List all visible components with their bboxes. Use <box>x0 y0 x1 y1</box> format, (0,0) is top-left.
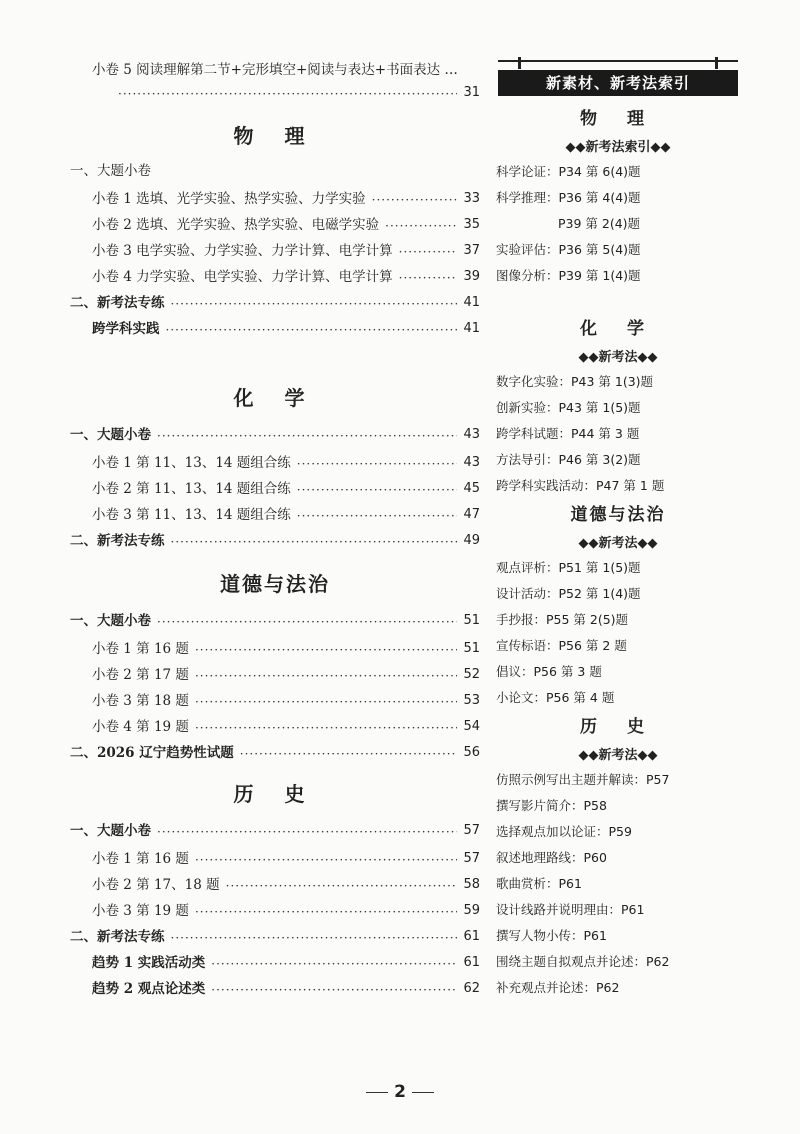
index-physics-item[interactable]: 图像分析：P39 第 1(4)题 <box>496 268 641 283</box>
morality-item-2[interactable] <box>70 664 480 684</box>
toc-page: 59 <box>463 903 480 918</box>
toc-page: 39 <box>463 269 480 284</box>
toc-label: 小卷 2 选填、光学实验、热学实验、电磁学实验 <box>92 217 380 233</box>
index-history-item[interactable]: 撰写人物小传：P61 <box>496 928 607 943</box>
toc-label: 小卷 3 电学实验、力学实验、力学计算、电学计算 <box>92 243 393 259</box>
page-number <box>0 1082 800 1102</box>
toc-page: 61 <box>463 929 480 944</box>
index-morality-item[interactable]: 倡议：P56 第 3 题 <box>496 664 602 679</box>
physics-item-1[interactable] <box>70 188 480 208</box>
leader-dots <box>399 244 458 260</box>
history-section-2[interactable] <box>70 926 480 946</box>
index-chemistry-item[interactable]: 方法导引：P46 第 3(2)题 <box>496 452 641 467</box>
morality-section-1[interactable] <box>70 610 480 630</box>
chemistry-item-3[interactable] <box>70 504 480 524</box>
physics-section-2[interactable] <box>70 292 480 312</box>
toc-page: 43 <box>463 455 480 470</box>
index-chemistry-item[interactable]: 数字化实验：P43 第 1(3)题 <box>496 374 654 389</box>
toc-page: 45 <box>463 481 480 496</box>
index-chemistry-title: 化 学 <box>580 319 656 339</box>
banner-ornament <box>498 60 738 68</box>
index-physics-item[interactable]: 科学论证：P34 第 6(4)题 <box>496 164 641 179</box>
morality-title: 道德与法治 <box>220 572 330 596</box>
physics-title: 物 理 <box>233 124 317 148</box>
toc-label: 一、大题小卷 <box>70 823 151 839</box>
toc-page: 58 <box>463 877 480 892</box>
toc-page: 33 <box>463 191 480 206</box>
toc-label: 小卷 1 第 11、13、14 题组合练 <box>92 455 291 471</box>
index-history-item[interactable]: 补充观点并论述：P62 <box>496 980 620 995</box>
leader-dots <box>372 192 458 208</box>
toc-page: 31 <box>463 85 480 100</box>
index-physics-subtitle: ◆◆新考法索引◆◆ <box>565 140 671 155</box>
index-morality-item[interactable]: 观点评析：P51 第 1(5)题 <box>496 560 641 575</box>
index-history-item[interactable]: 歌曲赏析：P61 <box>496 876 582 891</box>
physics-item-3[interactable] <box>70 240 480 260</box>
index-morality-item[interactable]: 宣传标语：P56 第 2 题 <box>496 638 627 653</box>
toc-page: 43 <box>463 427 480 442</box>
history-item-2[interactable] <box>70 874 480 894</box>
leader-dots <box>157 614 457 630</box>
chemistry-section-2[interactable] <box>70 530 480 550</box>
toc-label: 趋势 2 观点论述类 <box>92 981 206 997</box>
leader-dots <box>118 86 457 102</box>
toc-page: 47 <box>463 507 480 522</box>
toc-label: 小卷 5 阅读理解第二节+完形填空+阅读与表达+书面表达 … <box>92 62 458 78</box>
index-history-item[interactable]: 围绕主题自拟观点并论述：P62 <box>496 954 670 969</box>
index-physics-item[interactable]: 实验评估：P36 第 5(4)题 <box>496 242 641 257</box>
index-chemistry-item[interactable]: 跨学科实践活动：P47 第 1 题 <box>496 478 665 493</box>
toc-label: 二、新考法专练 <box>70 533 165 549</box>
index-history-item[interactable]: 叙述地理路线：P60 <box>496 850 607 865</box>
index-banner: 新素材、新考法索引 <box>498 70 738 96</box>
index-physics-item[interactable]: 科学推理：P36 第 4(4)题 <box>496 190 641 205</box>
history-trend-1[interactable] <box>70 952 480 972</box>
toc-label: 小卷 2 第 17、18 题 <box>92 877 220 893</box>
toc-label: 一、大题小卷 <box>70 613 151 629</box>
leader-dots <box>226 878 458 894</box>
leader-dots <box>195 852 458 868</box>
page-number-value: 2 <box>394 1082 406 1102</box>
leader-dots <box>195 694 458 710</box>
toc-english-item-5[interactable] <box>92 58 458 78</box>
chemistry-item-2[interactable] <box>70 478 480 498</box>
leader-dots <box>240 746 458 762</box>
morality-item-1[interactable] <box>70 638 480 658</box>
toc-page: 56 <box>463 745 480 760</box>
toc-page: 41 <box>463 295 480 310</box>
index-morality-title: 道德与法治 <box>570 505 666 525</box>
physics-section-1[interactable] <box>70 160 480 180</box>
toc-label: 小卷 1 选填、光学实验、热学实验、力学实验 <box>92 191 366 207</box>
index-chemistry-item[interactable]: 创新实验：P43 第 1(5)题 <box>496 400 641 415</box>
index-morality-item[interactable]: 设计活动：P52 第 1(4)题 <box>496 586 641 601</box>
leader-dots <box>399 270 458 286</box>
toc-page: 51 <box>463 641 480 656</box>
index-morality-subtitle: ◆◆新考法◆◆ <box>578 536 658 551</box>
toc-page: 57 <box>463 823 480 838</box>
chemistry-title: 化 学 <box>233 386 317 410</box>
toc-page: 41 <box>463 321 480 336</box>
leader-dots <box>157 428 457 444</box>
toc-page: 54 <box>463 719 480 734</box>
leader-dots <box>171 296 458 312</box>
morality-item-3[interactable] <box>70 690 480 710</box>
index-history-title: 历 史 <box>580 717 656 737</box>
index-history-subtitle: ◆◆新考法◆◆ <box>578 748 658 763</box>
toc-label: 二、新考法专练 <box>70 295 165 311</box>
toc-label: 小卷 2 第 11、13、14 题组合练 <box>92 481 291 497</box>
index-history-item[interactable]: 仿照示例写出主题并解读：P57 <box>496 772 670 787</box>
chemistry-section-1[interactable] <box>70 424 480 444</box>
history-title: 历 史 <box>233 782 317 806</box>
history-item-1[interactable] <box>70 848 480 868</box>
index-history-item[interactable]: 设计线路并说明理由：P61 <box>496 902 645 917</box>
toc-label: 一、大题小卷 <box>70 163 151 179</box>
toc-page: 35 <box>463 217 480 232</box>
leader-dots <box>297 456 458 472</box>
toc-label: 小卷 1 第 16 题 <box>92 851 189 867</box>
physics-item-2[interactable] <box>70 214 480 234</box>
index-history-item[interactable]: 撰写影片简介：P58 <box>496 798 607 813</box>
physics-item-4[interactable] <box>70 266 480 286</box>
toc-label: 小卷 2 第 17 题 <box>92 667 189 683</box>
toc-label: 趋势 1 实践活动类 <box>92 955 206 971</box>
index-chemistry-item[interactable]: 跨学科试题：P44 第 3 题 <box>496 426 640 441</box>
leader-dots <box>171 534 458 550</box>
leader-dots <box>211 956 457 972</box>
physics-sub-interdisciplinary[interactable] <box>70 318 480 338</box>
morality-section-2[interactable] <box>70 742 480 762</box>
page-number-dash-left <box>366 1092 388 1093</box>
toc-page: 52 <box>463 667 480 682</box>
leader-dots <box>211 982 457 998</box>
index-history-item[interactable]: 选择观点加以论证：P59 <box>496 824 632 839</box>
toc-page: 49 <box>463 533 480 548</box>
toc-english-item-5-page-row[interactable] <box>118 82 480 102</box>
toc-page: 37 <box>463 243 480 258</box>
history-trend-2[interactable] <box>70 978 480 998</box>
toc-page: 57 <box>463 851 480 866</box>
page-number-dash-right <box>412 1092 434 1093</box>
chemistry-item-1[interactable] <box>70 452 480 472</box>
leader-dots <box>195 668 458 684</box>
index-morality-item[interactable]: 手抄报：P55 第 2(5)题 <box>496 612 629 627</box>
leader-dots <box>385 218 457 234</box>
leader-dots <box>171 930 458 946</box>
toc-label: 二、2026 辽宁趋势性试题 <box>70 745 234 761</box>
leader-dots <box>157 824 457 840</box>
toc-label: 一、大题小卷 <box>70 427 151 443</box>
history-item-3[interactable] <box>70 900 480 920</box>
index-chemistry-subtitle: ◆◆新考法◆◆ <box>578 350 658 365</box>
toc-label: 小卷 4 力学实验、电学实验、力学计算、电学计算 <box>92 269 393 285</box>
toc-label: 小卷 1 第 16 题 <box>92 641 189 657</box>
leader-dots <box>297 508 458 524</box>
toc-label: 二、新考法专练 <box>70 929 165 945</box>
leader-dots <box>195 904 458 920</box>
toc-label: 小卷 3 第 19 题 <box>92 903 189 919</box>
morality-item-4[interactable] <box>70 716 480 736</box>
leader-dots <box>195 642 458 658</box>
toc-page: 61 <box>463 955 480 970</box>
toc-label: 小卷 3 第 18 题 <box>92 693 189 709</box>
toc-page: 51 <box>463 613 480 628</box>
leader-dots <box>297 482 458 498</box>
toc-label: 小卷 3 第 11、13、14 题组合练 <box>92 507 291 523</box>
leader-dots <box>195 720 458 736</box>
index-morality-item[interactable]: 小论文：P56 第 4 题 <box>496 690 615 705</box>
leader-dots <box>166 322 458 338</box>
index-physics-title: 物 理 <box>580 109 656 129</box>
history-section-1[interactable] <box>70 820 480 840</box>
index-physics-item[interactable]: P39 第 2(4)题 <box>558 216 641 231</box>
toc-page: 62 <box>463 981 480 996</box>
toc-page: 53 <box>463 693 480 708</box>
toc-label: 跨学科实践 <box>92 321 160 337</box>
toc-label: 小卷 4 第 19 题 <box>92 719 189 735</box>
